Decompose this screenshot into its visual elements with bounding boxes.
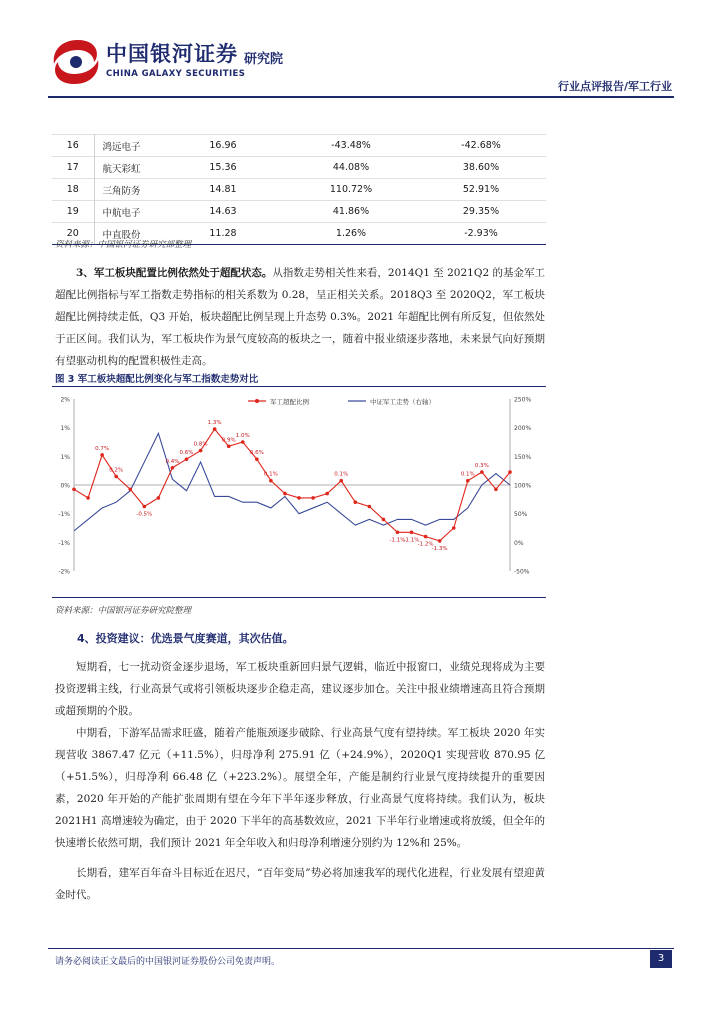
table-row <box>52 157 546 179</box>
cell-name: 中直股份 <box>94 223 160 245</box>
data-point <box>255 457 259 461</box>
logo-english-name: CHINA GALAXY SECURITIES <box>106 69 246 79</box>
cell-change1: -43.48% <box>286 135 416 157</box>
data-point <box>171 466 175 470</box>
footer-divider <box>48 948 674 949</box>
data-label: 0.3% <box>474 463 489 470</box>
galaxy-logo-icon <box>48 36 104 88</box>
table-row <box>52 135 546 157</box>
header-divider <box>48 96 674 98</box>
cell-change1: 44.08% <box>286 157 416 179</box>
data-point <box>368 505 372 509</box>
data-point <box>339 479 343 483</box>
cell-rank: 16 <box>52 135 94 157</box>
table-row <box>52 179 546 201</box>
figure-title: 图 3 军工板块超配比例变化与军工指数走势对比 <box>55 374 259 385</box>
cell-change2: 52.91% <box>416 179 546 201</box>
data-point <box>199 449 203 453</box>
data-point <box>114 475 118 479</box>
data-point <box>508 470 512 474</box>
paragraph-long-term: 长期看，建军百年奋斗目标近在迟尺，“百年变局”势必将加速我军的现代化进程，行业发展有望迎黄金时代。 <box>55 867 545 901</box>
data-point <box>396 531 400 535</box>
right-tick-label: 50% <box>514 511 528 519</box>
chart-legend <box>248 397 435 406</box>
cell-change2: 29.35% <box>416 201 546 223</box>
section-title: 4、投资建议：优选景气度赛道，其次估值。 <box>77 632 294 645</box>
right-tick-label: 250% <box>514 396 532 404</box>
data-label: 1.0% <box>235 433 250 439</box>
data-point <box>494 488 498 492</box>
paragraph-mid-term: 中期看，下游军品需求旺盛，随着产能瓶颈逐步破除、行业高景气度有望持续。军工板块 2020 年实现营收 3867.47 亿元（+11.5%），归母净利 275.91 亿（+24.9%），2020Q1 实现营收 870.95 亿（+51.5%），归母净利 66.48 亿（+223.2%）。展望全年，产能是制约行业景气度持续提升的重要因素，2020 年开始的产能扩张周期有望在今年下半年逐步释放，行业高景气度将持续。我们认为，板块 2021H1 高增速较为确定，由于 2020 下半年的高基数效应，2021 下半年行业增速或将放缓，但全年的快速增长依然可期，我们预计 2021 年全年收入和归母净利增速分别约为 12%和 25%。 <box>55 727 545 849</box>
cell-value: 11.28 <box>160 223 286 245</box>
data-point <box>297 496 301 500</box>
data-point <box>128 488 132 492</box>
data-point <box>311 496 315 500</box>
right-tick-label: 100% <box>514 482 532 490</box>
data-label: 0.1% <box>334 471 349 478</box>
cell-name: 三角防务 <box>94 179 160 201</box>
data-label: 0.8% <box>193 441 208 448</box>
report-type: 行业点评报告/军工行业 <box>557 80 672 93</box>
right-tick-label: 0% <box>514 539 524 547</box>
left-tick-label: 0% <box>60 482 70 490</box>
data-point <box>227 445 231 449</box>
data-label: -1.2% <box>417 541 434 548</box>
data-label: 0.2% <box>109 467 124 474</box>
data-point <box>72 488 76 492</box>
legend-label-blue: 中证军工走势（右轴） <box>370 398 435 406</box>
data-point <box>410 531 414 535</box>
data-label: 0.6% <box>249 450 264 457</box>
cell-rank: 18 <box>52 179 94 201</box>
data-point <box>283 492 287 496</box>
left-tick-label: -1% <box>58 539 70 547</box>
data-label: 0.9% <box>221 437 236 444</box>
brand-logo <box>48 36 308 88</box>
paragraph-allocation <box>55 262 545 372</box>
left-tick-label: 1% <box>60 425 70 433</box>
footer-disclaimer: 请务必阅读正文最后的中国银河证券股份公司免责声明。 <box>55 957 281 967</box>
data-point <box>382 518 386 522</box>
page-number: 3 <box>650 950 672 968</box>
data-label: 0.6% <box>179 450 194 457</box>
data-label: -1.1% <box>403 537 420 544</box>
data-point <box>353 500 357 504</box>
legend-marker-red <box>255 399 259 403</box>
data-point <box>438 539 442 543</box>
legend-label-red: 军工超配比例 <box>270 398 309 406</box>
left-tick-label: 2% <box>60 396 70 404</box>
chart-container <box>52 386 546 598</box>
cell-change2: -42.68% <box>416 135 546 157</box>
cell-value: 16.96 <box>160 135 286 157</box>
cell-change1: 110.72% <box>286 179 416 201</box>
figure-source: 资料来源：中国银河证券研究院整理 <box>55 606 192 616</box>
data-point <box>325 492 329 496</box>
logo-institute: 研究院 <box>244 52 284 67</box>
data-label: -1.3% <box>431 545 448 552</box>
data-label: 0.7% <box>95 445 110 452</box>
data-label: 1.3% <box>207 420 222 427</box>
data-point <box>466 479 470 483</box>
data-label: 0.1% <box>263 471 278 478</box>
cell-change2: 38.60% <box>416 157 546 179</box>
cell-value: 14.81 <box>160 179 286 201</box>
data-point <box>424 535 428 539</box>
cell-name: 鸿远电子 <box>94 135 160 157</box>
left-tick-label: -2% <box>58 568 70 576</box>
chart-axes <box>58 397 531 576</box>
cell-rank: 19 <box>52 201 94 223</box>
data-label: 0.4% <box>165 458 180 465</box>
data-point <box>157 496 161 500</box>
cell-rank: 17 <box>52 157 94 179</box>
data-point <box>241 440 245 444</box>
data-point <box>480 470 484 474</box>
data-point <box>143 505 147 509</box>
logo-chinese-name: 中国银河证券 <box>106 42 238 66</box>
cell-change1: 1.26% <box>286 223 416 245</box>
table-source: 资料来源：中国银河证券研究部整理 <box>55 240 192 250</box>
data-point <box>185 457 189 461</box>
cell-name: 中航电子 <box>94 201 160 223</box>
table-row <box>52 201 546 223</box>
data-label: -1.1% <box>389 537 406 544</box>
cell-name: 航天彩虹 <box>94 157 160 179</box>
right-tick-label: 150% <box>514 453 532 461</box>
paragraph-lead: 3、军工板块配置比例依然处于超配状态。 <box>76 267 273 279</box>
cell-value: 15.36 <box>160 157 286 179</box>
paragraph-short-term: 短期看，七一扰动资金逐步退场，军工板块重新回归景气逻辑，临近中报窗口，业绩兑现将成为主要投资逻辑主线，行业高景气或将引领板块逐步企稳走高，建议逐步加仓。关注中报业绩增速高且符合预期或超预期的个股。 <box>55 661 545 717</box>
line-chart <box>52 387 546 597</box>
left-tick-label: -1% <box>58 511 70 519</box>
chart-labels <box>95 420 489 552</box>
data-point <box>269 479 273 483</box>
right-tick-label: -50% <box>514 568 530 576</box>
cell-change2: -2.93% <box>416 223 546 245</box>
data-point <box>86 496 90 500</box>
cell-rank: 20 <box>52 223 94 245</box>
cell-value: 14.63 <box>160 201 286 223</box>
data-point <box>452 526 456 530</box>
data-label: 0.1% <box>460 471 475 478</box>
cell-change1: 41.86% <box>286 201 416 223</box>
data-point <box>100 453 104 457</box>
left-tick-label: 1% <box>60 453 70 461</box>
data-label: -0.5% <box>136 511 153 518</box>
right-tick-label: 200% <box>514 425 532 433</box>
paragraph-body: 从指数走势相关性来看，2014Q1 至 2021Q2 的基金军工超配比例指标与军工指数走势指标的相关系数为 0.28，呈正相关关系。2018Q3 至 2020Q2，军工板块超配比例持续走低，Q3 开始，板块超配比例呈现上升态势 0.3%。2021 年超配比例有所反复，但依然处于正区间。我们认为，军工板块作为景气度较高的板块之一，随着中报业绩逐步落地，未来景气向好预期有望驱动机构的配置积极性走高。 <box>55 267 545 367</box>
ranking-table <box>52 134 546 245</box>
data-point <box>213 427 217 431</box>
